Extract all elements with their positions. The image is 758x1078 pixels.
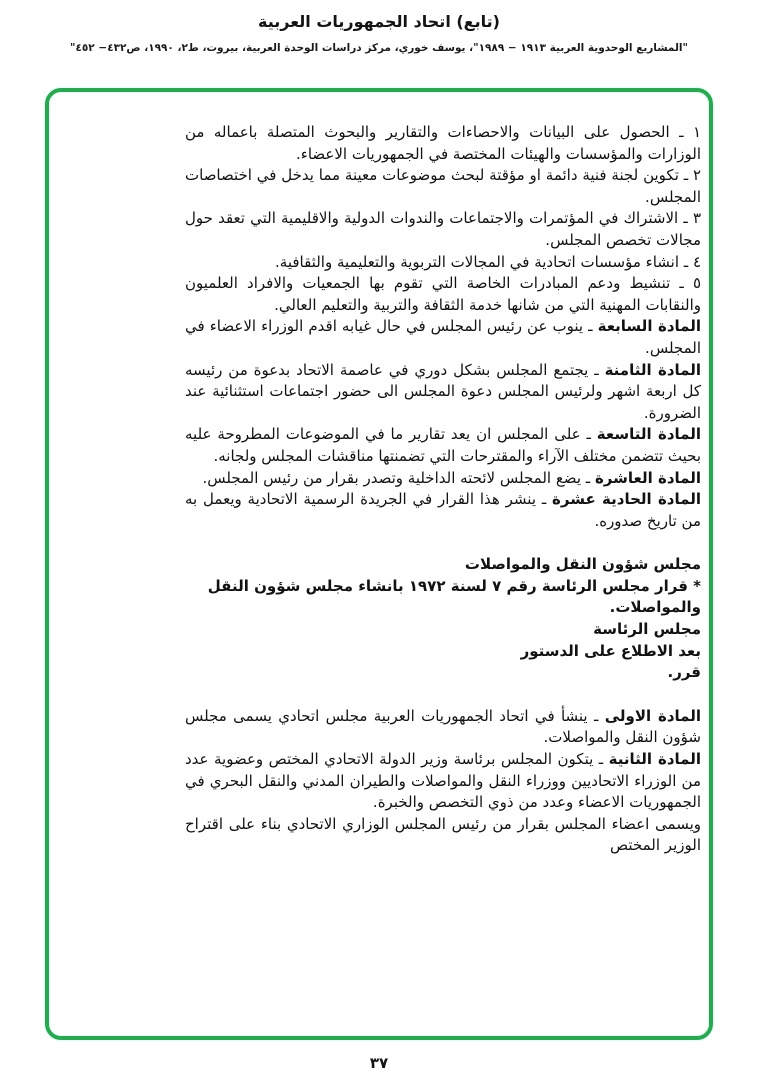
article-tenth-title: المادة العاشرة — [594, 468, 701, 487]
list-item-4: ٤ ـ انشاء مؤسسات اتحادية في المجالات التربوية والتعليمية والثقافية. — [275, 252, 701, 271]
page-title: (تابع) اتحاد الجمهوريات العربية — [258, 12, 500, 31]
list-item-5: ٥ ـ تنشيط ودعم المبادرات الخاصة التي تقوم بها الجمعيات والافراد العلميون والنقابات المهنية التي من شانها خدمة الثقافة والتربية والتعليم العالي. — [185, 274, 701, 314]
article-first-title: المادة الاولى — [604, 706, 701, 725]
article-seventh-text: ـ ينوب عن رئيس المجلس في حال غيابه اقدم الوزراء الاعضاء في المجلس. — [185, 317, 701, 357]
list-item-2: ٢ ـ تكوين لجنة فنية دائمة او مؤقتة لبحث موضوعات معينة مما يدخل في اختصاصات المجلس. — [185, 166, 701, 206]
article-eighth-title: المادة الثامنة — [604, 360, 701, 379]
article-second-title: المادة الثانية — [608, 750, 701, 769]
article-first-text: ـ ينشأ في اتحاد الجمهوريات العربية مجلس اتحادي يسمى مجلس شؤون النقل والمواصلات. — [185, 706, 701, 747]
decided-line: قرر. — [667, 663, 701, 682]
article-eighth — [185, 360, 701, 425]
document-body — [185, 122, 701, 857]
page-header — [0, 12, 758, 54]
article-ninth-title: المادة التاسعة — [596, 425, 701, 444]
decree-section — [185, 554, 701, 684]
article-tenth-text: ـ يضع المجلس لائحته الداخلية وتصدر بقرار من رئيس المجلس. — [202, 468, 591, 487]
section-heading: مجلس شؤون النقل والمواصلات — [464, 555, 701, 574]
article-seventh — [185, 316, 701, 359]
preamble-line: بعد الاطلاع على الدستور — [520, 641, 701, 660]
page-number: ٣٧ — [369, 1054, 389, 1072]
source-citation: "المشاريع الوحدوية العربية ١٩١٣ − ١٩٨٩"، يوسف خوري، مركز دراسات الوحدة العربية، بيروت، ط٢، ١٩٩٠، ص٤٣٢− ٤٥٢" — [70, 42, 688, 54]
article-eighth-text: ـ يجتمع المجلس بشكل دوري في عاصمة الاتحاد بدعوة من رئيسه كل اربعة اشهر ولرئيس المجلس دعوة المجلس الى حضور اجتماعات استثنائية عند الضرورة. — [185, 360, 701, 422]
article-eleventh-title: المادة الحادية عشرة — [552, 490, 701, 509]
article-seventh-title: المادة السابعة — [597, 317, 701, 336]
article-second-text: ـ يتكون المجلس برئاسة وزير الدولة الاتحادي المختص وعضوية عدد من الوزراء الاتحاديين ووزراء النقل والمواصلات والطيران المدني والنقل البحري في الجمهوريات الاعضاء وعدد من ذوي التخصص والخبرة. — [185, 750, 701, 812]
article-first — [185, 706, 701, 749]
article-ninth-text: ـ على المجلس ان يعد تقارير ما في الموضوعات المطروحة عليه بحيث تتضمن مختلف الآراء والمقترحات التي تضمنتها مناقشات المجلس ولجانه. — [185, 425, 701, 465]
article-second — [185, 749, 701, 814]
council-line: مجلس الرئاسة — [593, 620, 701, 639]
article-eleventh — [185, 489, 701, 532]
article-tenth — [185, 468, 701, 490]
decree-line: * قرار مجلس الرئاسة رقم ٧ لسنة ١٩٧٢ بانشاء مجلس شؤون النقل والمواصلات. — [207, 576, 701, 617]
closing-paragraph: ويسمى اعضاء المجلس بقرار من رئيس المجلس الوزاري الاتحادي بناء على اقتراح الوزير المختص — [185, 814, 701, 855]
article-eleventh-text: ـ ينشر هذا القرار في الجريدة الرسمية الاتحادية ويعمل به من تاريخ صدوره. — [185, 490, 701, 530]
list-item-1: ١ ـ الحصول على البيانات والاحصاءات والتقارير والبحوث المتصلة باعماله من الوزارات والمؤسسات والهيئات المختصة في الجمهوريات الاعضاء. — [185, 123, 701, 163]
article-ninth — [185, 424, 701, 467]
list-item-3: ٣ ـ الاشتراك في المؤتمرات والاجتماعات والندوات الدولية والاقليمية التي تعقد حول مجالات تخصص المجلس. — [185, 209, 701, 249]
